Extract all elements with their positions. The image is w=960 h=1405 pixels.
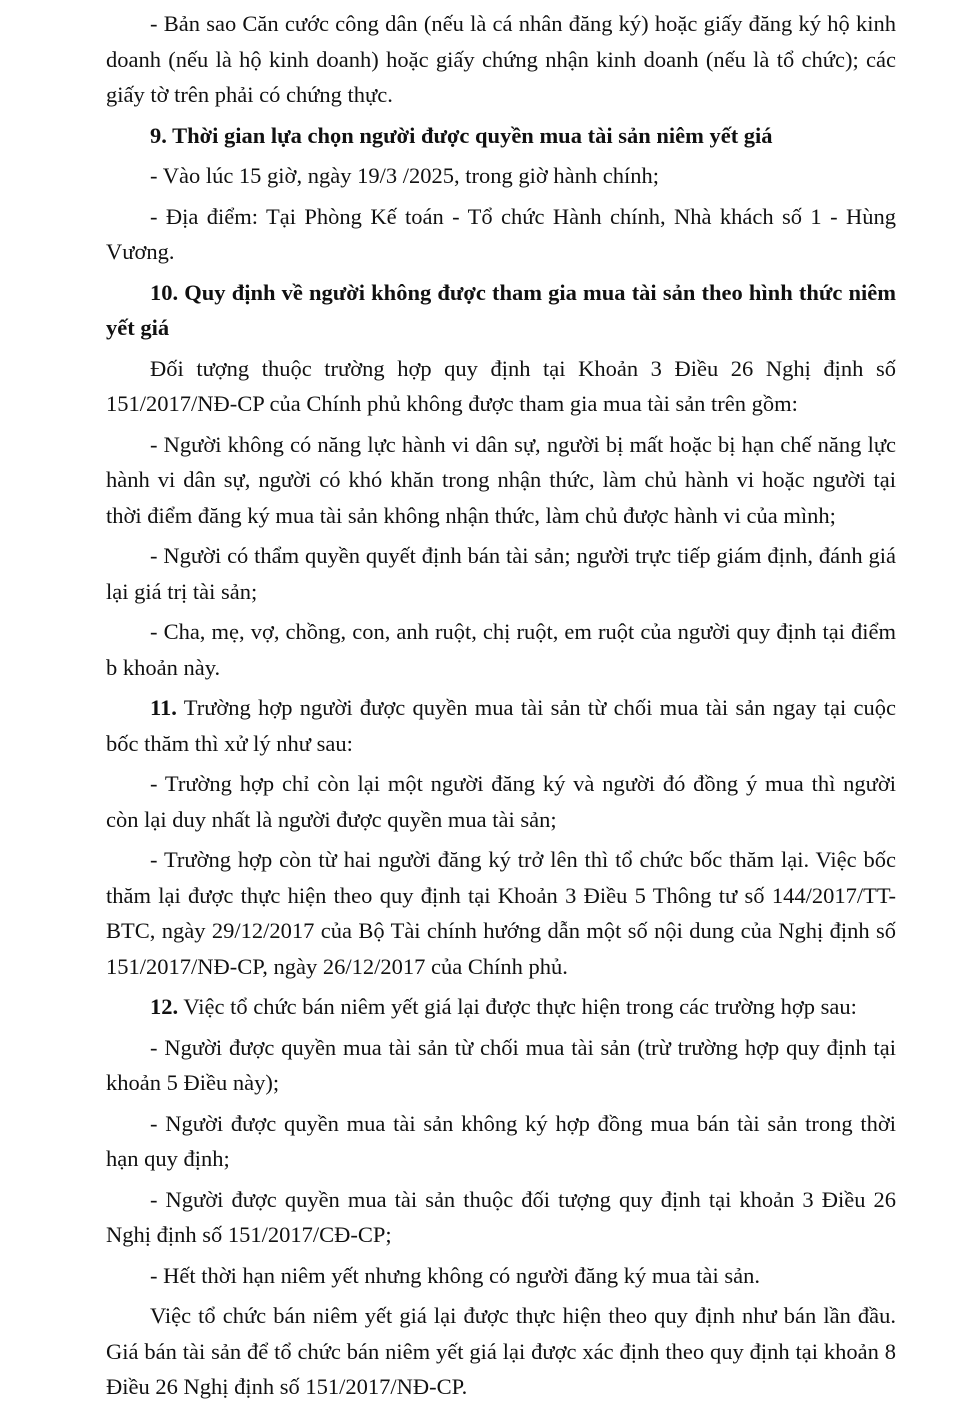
paragraph-4 — [106, 199, 896, 270]
section-12 — [106, 989, 896, 1025]
paragraph-text: - Người được quyền mua tài sản thuộc đối tượng quy định tại khoản 3 Điều 26 Nghị định số 151/2017/CĐ-CP; — [106, 1186, 896, 1247]
paragraph-text: - Trường hợp chỉ còn lại một người đăng ký và người đó đồng ý mua thì người còn lại duy nhất là người được quyền mua tài sản; — [106, 771, 896, 832]
section-number: 12. — [150, 994, 179, 1019]
paragraph-text: Việc tổ chức bán niêm yết giá lại được thực hiện theo quy định như bán lần đầu. Giá bán tài sản để tổ chức bán niêm yết giá lại được xác định theo quy định tại khoản 8 Điều 26 Nghị định số 151/2017/NĐ-CP. — [106, 1303, 896, 1399]
section-10-heading — [106, 275, 896, 346]
heading-text: 9. Thời gian lựa chọn người được quyền mua tài sản niêm yết giá — [150, 122, 773, 148]
section-number: 11. — [150, 695, 177, 720]
paragraph-7 — [106, 427, 896, 534]
paragraph-text: - Vào lúc 15 giờ, ngày 19/3 /2025, trong giờ hành chính; — [150, 163, 659, 188]
paragraph-text: Việc tổ chức bán niêm yết giá lại được thực hiện trong các trường hợp sau: — [178, 994, 857, 1019]
paragraph-text: - Cha, mẹ, vợ, chồng, con, anh ruột, chị ruột, em ruột của người quy định tại điểm b khoản này. — [106, 619, 896, 680]
paragraph-18 — [106, 1298, 896, 1405]
paragraph-text: - Người được quyền mua tài sản từ chối mua tài sản (trừ trường hợp quy định tại khoản 5 Điều này); — [106, 1034, 896, 1095]
paragraph-16 — [106, 1182, 896, 1253]
paragraph-text: - Địa điểm: Tại Phòng Kế toán - Tổ chức Hành chính, Nhà khách số 1 - Hùng Vương. — [106, 203, 896, 264]
paragraph-8 — [106, 538, 896, 609]
paragraph-text: Trường hợp người được quyền mua tài sản từ chối mua tài sản ngay tại cuộc bốc thăm thì xử lý như sau: — [106, 695, 896, 756]
paragraph-text: - Trường hợp còn từ hai người đăng ký trở lên thì tổ chức bốc thăm lại. Việc bốc thăm lại được thực hiện theo quy định tại Khoản 3 Điều 5 Thông tư số 144/2017/TT-BTC, ngày 29/12/2017 của Bộ Tài chính hướng dẫn một số nội dung của Nghị định số 151/2017/NĐ-CP, ngày 26/12/2017 của Chính phủ. — [106, 847, 896, 979]
paragraph-15 — [106, 1106, 896, 1177]
paragraph-11 — [106, 766, 896, 837]
paragraph-9 — [106, 614, 896, 685]
paragraph-text: - Hết thời hạn niêm yết nhưng không có người đăng ký mua tài sản. — [150, 1262, 760, 1288]
section-11 — [106, 690, 896, 761]
paragraph-6 — [106, 351, 896, 422]
paragraph-14 — [106, 1030, 896, 1101]
paragraph-text: - Người không có năng lực hành vi dân sự, người bị mất hoặc bị hạn chế năng lực hành vi dân sự, người có khó khăn trong nhận thức, làm chủ hành vi hoặc người tại thời điểm đăng ký mua tài sản không nhận thức, làm chủ được hành vi của mình; — [106, 431, 896, 528]
paragraph-12 — [106, 842, 896, 984]
paragraph-1 — [106, 6, 896, 113]
paragraph-text: - Người được quyền mua tài sản không ký hợp đồng mua bán tài sản trong thời hạn quy định; — [106, 1110, 896, 1171]
section-9-heading — [106, 118, 896, 154]
paragraph-3 — [106, 158, 896, 194]
paragraph-text: - Bản sao Căn cước công dân (nếu là cá nhân đăng ký) hoặc giấy đăng ký hộ kinh doanh (nếu là hộ kinh doanh) hoặc giấy chứng nhận kinh doanh (nếu là tổ chức); các giấy tờ trên phải có chứng thực. — [106, 11, 896, 107]
paragraph-text: - Người có thẩm quyền quyết định bán tài sản; người trực tiếp giám định, đánh giá lại giá trị tài sản; — [106, 543, 896, 604]
paragraph-17 — [106, 1258, 896, 1294]
paragraph-text: Đối tượng thuộc trường hợp quy định tại Khoản 3 Điều 26 Nghị định số 151/2017/NĐ-CP của Chính phủ không được tham gia mua tài sản trên gồm: — [106, 355, 896, 416]
heading-text: 10. Quy định về người không được tham gia mua tài sản theo hình thức niêm yết giá — [106, 279, 896, 340]
